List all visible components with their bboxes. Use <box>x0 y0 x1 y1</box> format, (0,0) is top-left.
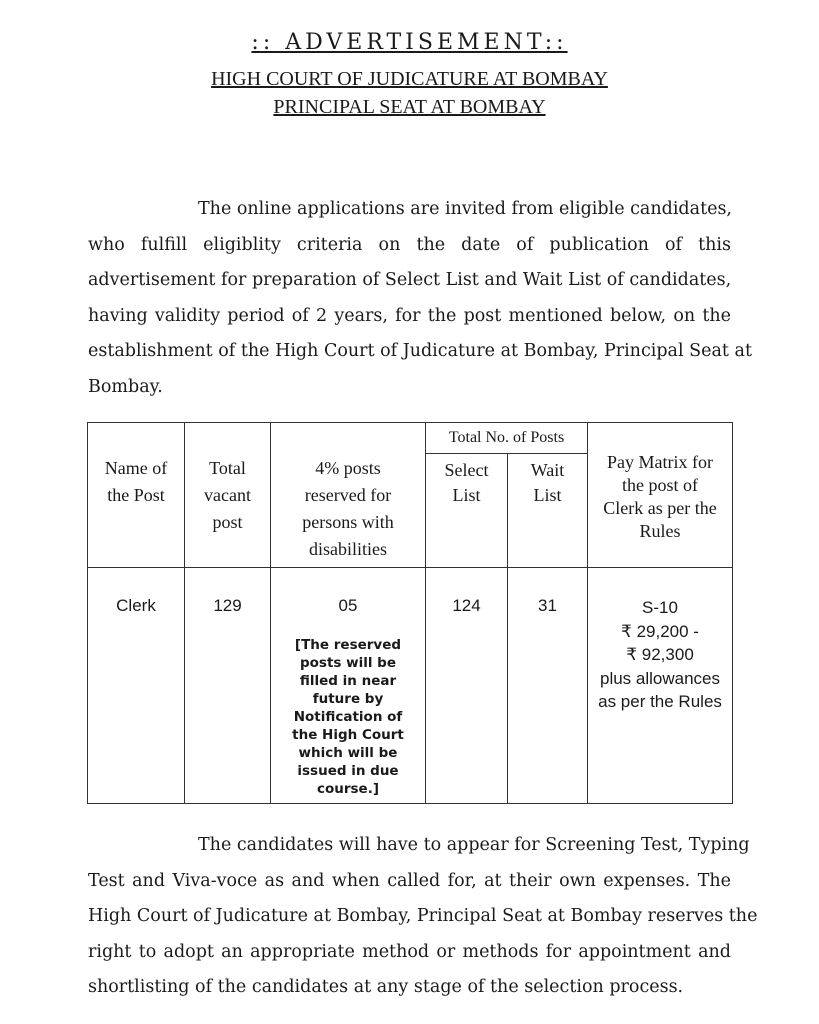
closing-line: High Court of Judicature at Bombay, Principal Seat at Bombay reserves the <box>88 906 758 926</box>
cell-pay-matrix: S-10 ₹ 29,200 - ₹ 92,300 plus allowances as per the Rules <box>588 568 733 804</box>
intro-line: advertisement for preparation of Select List and Wait List of candidates, <box>88 270 732 290</box>
cell-post-name: Clerk <box>88 568 185 804</box>
header-pay-matrix: Pay Matrix for the post of Clerk as per the Rules <box>588 423 733 568</box>
cell-wait-list: 31 <box>508 568 588 804</box>
intro-line: The online applications are invited from eligible candidates, <box>198 199 732 219</box>
closing-paragraph <box>88 828 758 1006</box>
closing-line: right to adopt an appropriate method or methods for appointment and <box>88 941 731 962</box>
cell-reserved <box>271 568 426 804</box>
closing-line: The candidates will have to appear for Screening Test, Typing <box>198 835 750 855</box>
court-seat: PRINCIPAL SEAT AT BOMBAY <box>273 96 546 118</box>
header-total-posts: Total No. of Posts <box>426 423 588 454</box>
reserved-count: 05 <box>338 596 358 615</box>
closing-line: shortlisting of the candidates at any stage of the selection process. <box>88 977 684 997</box>
intro-line: establishment of the High Court of Judicature at Bombay, Principal Seat at <box>88 341 752 361</box>
header-reserved: 4% posts reserved for persons with disabilities <box>271 423 426 568</box>
cell-select-list: 124 <box>426 568 508 804</box>
advertisement-title: :: ADVERTISEMENT:: <box>251 30 568 55</box>
posts-table <box>87 422 733 804</box>
closing-line: Test and Viva-voce as and when called for, at their own expenses. The <box>88 870 731 891</box>
header-wait-list: Wait List <box>508 454 588 568</box>
table-header-row <box>88 423 733 454</box>
intro-paragraph <box>88 192 752 405</box>
reserved-note: [The reserved posts will be filled in near future by Notification of the High Court which will be issued in due course.] <box>292 637 404 797</box>
intro-line: having validity period of 2 years, for the post mentioned below, on the <box>88 305 731 326</box>
header-select-list: Select List <box>426 454 508 568</box>
table-row <box>88 568 733 804</box>
intro-line: who fulfill eligiblity criteria on the date of publication of this <box>88 234 731 255</box>
cell-total-vacant: 129 <box>185 568 271 804</box>
court-name: HIGH COURT OF JUDICATURE AT BOMBAY <box>211 68 608 90</box>
header-post-name: Name of the Post <box>88 423 185 568</box>
intro-line: Bombay. <box>88 376 163 397</box>
header-total-vacant: Total vacant post <box>185 423 271 568</box>
